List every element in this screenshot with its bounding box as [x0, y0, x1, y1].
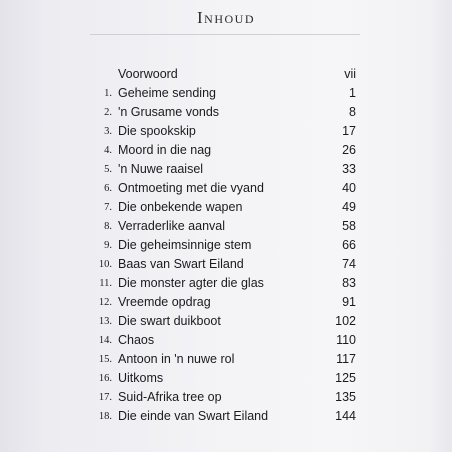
toc-number: 8. — [104, 221, 112, 232]
toc-title: Ontmoeting met die vyand — [118, 181, 264, 195]
toc-number: 4. — [104, 145, 112, 156]
toc-number: 13. — [98, 316, 112, 327]
toc-page: 66 — [342, 238, 356, 252]
toc-row — [0, 276, 452, 294]
toc-page: 58 — [342, 219, 356, 233]
toc-title: Geheime sending — [118, 86, 216, 100]
toc-row — [0, 105, 452, 123]
toc-title: Uitkoms — [118, 371, 164, 385]
toc-page: 117 — [336, 352, 356, 366]
toc-number: 12. — [98, 297, 112, 308]
toc-number: 16. — [98, 373, 112, 384]
toc-title: 'n Grusame vonds — [118, 105, 220, 119]
toc-row — [0, 238, 452, 256]
toc-title: Vreemde opdrag — [118, 295, 211, 309]
toc-row — [0, 257, 452, 275]
toc-page: 17 — [342, 124, 356, 138]
toc-number: 9. — [104, 240, 112, 251]
toc-number: 5. — [104, 164, 112, 175]
toc-page: 26 — [342, 143, 356, 157]
toc-page: 83 — [342, 276, 356, 290]
toc-page: 33 — [342, 162, 356, 176]
toc-page: 102 — [335, 314, 356, 328]
toc-row — [0, 143, 452, 161]
toc-page: 8 — [349, 105, 356, 119]
toc-number: 14. — [98, 335, 112, 346]
toc-row — [0, 390, 452, 408]
toc-row — [0, 181, 452, 199]
toc-number: 2. — [104, 107, 112, 118]
toc-row — [0, 371, 452, 389]
toc-page: 1 — [349, 86, 356, 100]
toc-number: 17. — [98, 392, 112, 403]
toc-page: 49 — [342, 200, 356, 214]
page-title: Inhoud — [197, 8, 255, 27]
toc-number: 1. — [104, 88, 112, 99]
toc-number: 11. — [99, 278, 112, 289]
toc-preface-row — [0, 67, 452, 85]
toc-number: 10. — [98, 259, 112, 270]
toc-row — [0, 200, 452, 218]
toc-row — [0, 124, 452, 142]
toc-title: Chaos — [118, 333, 155, 347]
toc-title: Suid-Afrika tree op — [118, 390, 222, 404]
toc-preface-page: vii — [344, 67, 356, 81]
toc-page: 135 — [335, 390, 356, 404]
toc-row — [0, 314, 452, 332]
toc-number: 3. — [104, 126, 112, 137]
toc-number: 6. — [104, 183, 112, 194]
toc-page: 125 — [335, 371, 356, 385]
toc-page: 74 — [342, 257, 356, 271]
toc-number: 15. — [98, 354, 112, 365]
toc-row — [0, 86, 452, 104]
toc-number: 18. — [98, 411, 112, 422]
toc-number: 7. — [104, 202, 112, 213]
toc-row — [0, 333, 452, 351]
toc-page: 40 — [342, 181, 356, 195]
toc-row — [0, 295, 452, 313]
toc-title: Verraderlike aanval — [118, 219, 226, 233]
toc-title: Die geheimsinnige stem — [118, 238, 252, 252]
toc-page: 110 — [336, 333, 356, 347]
toc-row — [0, 409, 452, 427]
toc-row — [0, 352, 452, 370]
toc-preface-label: Voorwoord — [118, 67, 178, 81]
toc-title: Baas van Swart Eiland — [118, 257, 244, 271]
toc-title: Antoon in 'n nuwe rol — [118, 352, 235, 366]
toc-row — [0, 162, 452, 180]
toc-title: Die monster agter die glas — [118, 276, 264, 290]
toc-title: Die spookskip — [118, 124, 196, 138]
toc-title: Die einde van Swart Eiland — [118, 409, 269, 423]
toc-page: 144 — [335, 409, 356, 423]
toc-title: 'n Nuwe raaisel — [118, 162, 204, 176]
toc-page: 91 — [342, 295, 356, 309]
toc-title: Die onbekende wapen — [118, 200, 243, 214]
toc-title: Moord in die nag — [118, 143, 212, 157]
toc-row — [0, 219, 452, 237]
toc-title: Die swart duikboot — [118, 314, 221, 328]
